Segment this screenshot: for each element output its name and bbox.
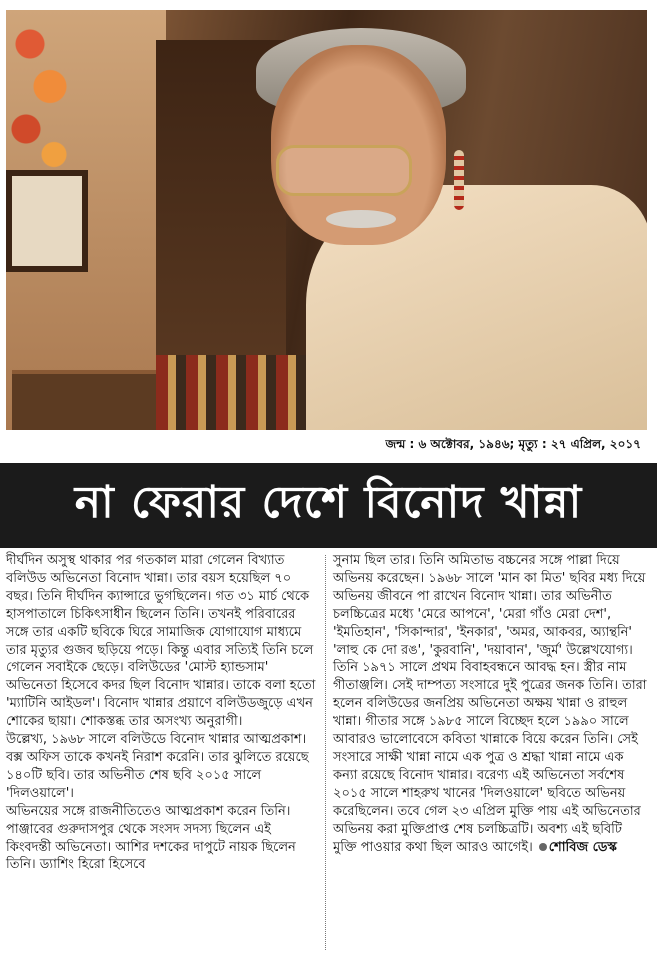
headline: না ফেরার দেশে বিনোদ খান্না (74, 477, 583, 528)
paragraph: অভিনয়ের সঙ্গে রাজনীতিতেও আত্মপ্রকাশ করেন তিনি। পাঞ্জাবের গুরুদাসপুর থেকে সংসদ সদস্য ছিলেন এই কিংবদন্তী অভিনেতা। আশির দশকের দাপুটে নায়ক ছিলেন তিনি। ড্যাশিং হিরো হিসেবে (6, 803, 296, 873)
byline-credit: শোবিজ ডেস্ক (548, 839, 617, 855)
photo-wall-frame (6, 170, 88, 272)
vinod-khanna-photo (6, 10, 647, 430)
paragraph-text: সুনাম ছিল তার। তিনি অমিতাভ বচ্চনের সঙ্গে পাল্লা দিয়ে অভিনয় করেছেন। ১৯৬৮ সালে 'মান কা মিত' ছবির মধ্য দিয়ে অভিনয় জীবনে পা রাখেন বিনোদ খান্না। তার অভিনীত চলচ্চিত্রের মধ্যে 'মেরে আপনে', 'মেরা গাঁও মেরা দেশ', 'ইমতিহান', 'সিকান্দার', 'ইনকার', 'অমর, আকবর, অ্যান্থনি' 'লাহু কে দো রঙ', 'কুরবানি', 'দয়াবান', 'জুর্ম' উল্লেখযোগ্য। তিনি ১৯৭১ সালে প্রথম বিবাহবন্ধনে আবদ্ধ হন। স্ত্রীর নাম গীতাঞ্জলি। সেই দাম্পত্য সংসারে দুই পুত্রের জনক তিনি। তারা হলেন বলিউডের জনপ্রিয় অভিনেতা অক্ষয় খান্না ও রাহুল খান্না। গীতার সঙ্গে ১৯৮৫ সালে বিচ্ছেদ হলে ১৯৯০ সালে আবারও ভালোবেসে কবিতা খান্নাকে বিয়ে করেন তিনি। সেই সংসারে সাক্ষী খান্না নামে এক পুত্র ও শ্রদ্ধা খান্না নামে এক কন্যা রয়েছে বিনোদ খান্নার। বরেণ্য এই অভিনেতা সর্বশেষ ২০১৫ সালে শাহরুখ খানের 'দিলওয়ালে' ছবিতে অভিনয় করেছিলেন। তবে গেল ২৩ এপ্রিল মুক্তি পায় এই অভিনেতার অভিনয় করা মুক্তিপ্রাপ্ত শেষ চলচ্চিত্রটি। অবশ্য এই ছবিটি মুক্তি পাওয়ার কথা ছিল আরও আগেই। (333, 553, 647, 855)
paragraph: দীর্ঘদিন অসুস্থ থাকার পর গতকাল মারা গেলেন বিখ্যাত বলিউড অভিনেতা বিনোদ খান্না। তার বয়স হয়েছিল ৭০ বছর। তিনি দীর্ঘদিন ক্যান্সারে ভুগছিলেন। গত ৩১ মার্চ থেকে হাসপাতালে চিকিৎসাধীন ছিলেন তিনি। তখনই পরিবারের সঙ্গে তার একটি ছবিকে ঘিরে সামাজিক যোগাযোগ মাধ্যমে তার মৃত্যুর গুজব ছড়িয়ে পড়ে। কিন্তু এবার সত্যিই তিনি চলে গেলেন সবাইকে ছেড়ে। বলিউডের 'মোস্ট হ্যান্ডসাম' অভিনেতা হিসেবে কদর ছিল বিনোদ খান্নার। তাকে বলা হতো 'ম্যাটিনি আইডল'। বিনোদ খান্নার প্রয়াণে বলিউডজুড়ে এখন শোকের ছায়া। শোকস্তব্ধ তার অসংখ্য অনুরাগী। (6, 553, 316, 730)
photo-radio (12, 370, 172, 430)
bullet-icon (539, 843, 547, 851)
article-column-right (333, 552, 649, 856)
photo-mustache (326, 210, 396, 228)
photo-glasses (276, 145, 412, 196)
column-divider (325, 555, 327, 950)
photo-flowers (6, 10, 86, 180)
article-column-left (6, 552, 318, 874)
paragraph: উল্লেখ্য, ১৯৬৮ সালে বলিউডে বিনোদ খান্নার আত্মপ্রকাশ। বক্স অফিস তাকে কখনই নিরাশ করেনি। তার ঝুলিতে রয়েছে ১৪০টি ছবি। তার অভিনীত শেষ ছবি ২০১৫ সালে 'দিলওয়ালে'। (6, 732, 309, 801)
birth-death-dateline: জন্ম : ৬ অক্টোবর, ১৯৪৬; মৃত্যু : ২৭ এপ্রিল, ২০১৭ (385, 437, 641, 451)
paragraph (333, 552, 649, 856)
headline-band (0, 463, 657, 548)
photo-beads (454, 150, 464, 210)
